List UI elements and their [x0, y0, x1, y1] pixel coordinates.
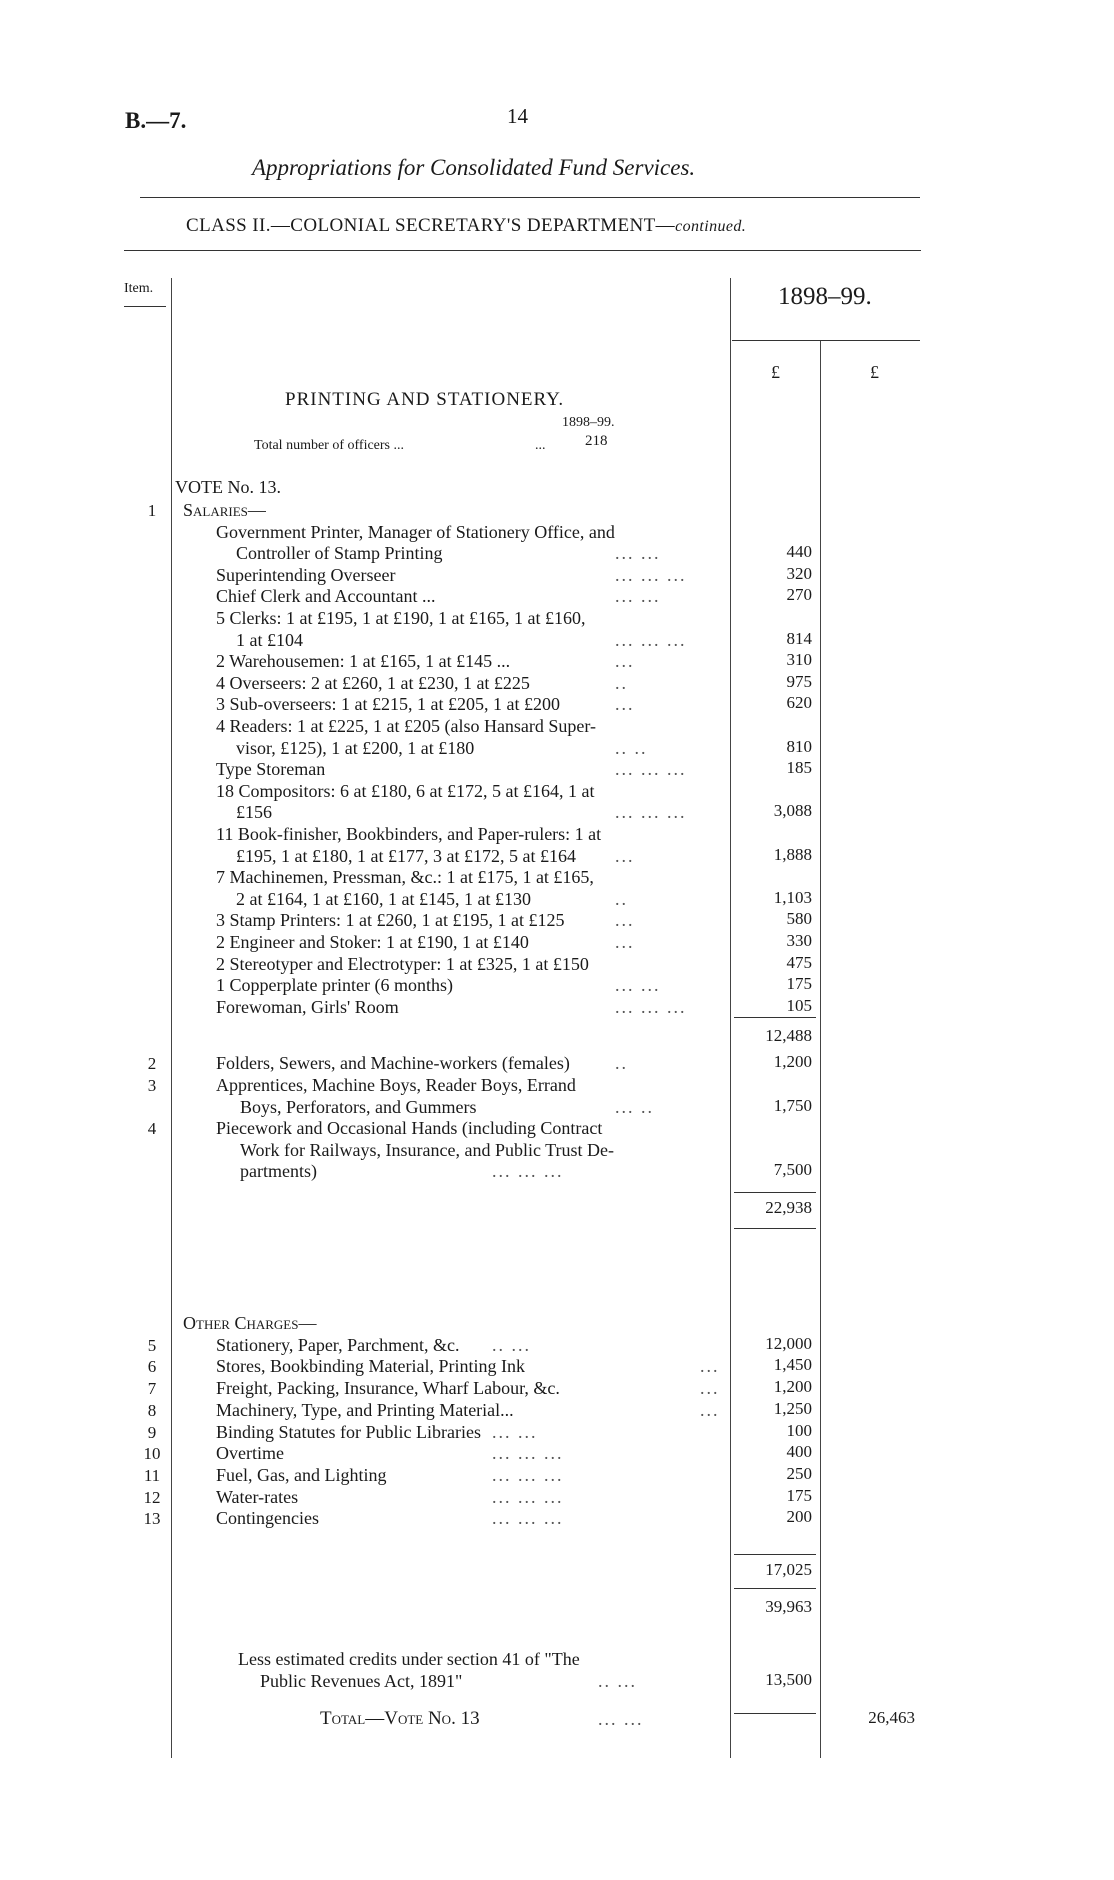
- salary-line-dots: ... ... ...: [615, 759, 687, 779]
- salary-line-dots: ... ... ...: [615, 630, 687, 650]
- salary-line: 3 Stamp Printers: 1 at £260, 1 at £195, 1 at £125: [216, 910, 565, 930]
- item-number: 4: [147, 1119, 157, 1138]
- salary-line-dots: ... ... ...: [615, 802, 687, 822]
- salary-line: Government Printer, Manager of Stationery Office, and: [216, 522, 615, 542]
- salary-amount: 105: [786, 996, 812, 1015]
- salary-line: 2 Stereotyper and Electrotyper: 1 at £325, 1 at £150: [216, 954, 589, 974]
- credits-line-2: Public Revenues Act, 1891": [260, 1671, 463, 1691]
- total-amount: 26,463: [868, 1708, 915, 1727]
- charge-line: Contingencies: [216, 1508, 319, 1528]
- salary-line-dots: ...: [615, 846, 635, 866]
- salary-line: £156: [236, 802, 272, 822]
- charge-amount: 200: [786, 1507, 812, 1526]
- class-heading: [186, 215, 746, 237]
- salary-amount: 3,088: [773, 801, 812, 820]
- officers-count: 218: [585, 433, 608, 449]
- wage-line-dots: ... ... ...: [492, 1161, 564, 1181]
- salary-amount: 1,888: [773, 845, 812, 864]
- salary-line: 7 Machinemen, Pressman, &c.: 1 at £175, 1 at £165,: [216, 867, 594, 887]
- wage-line: Apprentices, Machine Boys, Reader Boys, Errand: [216, 1075, 576, 1095]
- charge-line: Overtime: [216, 1443, 284, 1463]
- charge-line: Freight, Packing, Insurance, Wharf Labour, &c.: [216, 1378, 560, 1398]
- charge-line: Stationery, Paper, Parchment, &c.: [216, 1335, 460, 1355]
- charge-line: Water-rates: [216, 1487, 299, 1507]
- pound-sign-column-1: £: [771, 362, 780, 382]
- salary-line: visor, £125), 1 at £200, 1 at £180: [236, 738, 475, 758]
- charge-amount: 1,250: [773, 1399, 812, 1418]
- charge-line-dots: ... ... ...: [492, 1508, 564, 1528]
- item-number: 10: [143, 1444, 161, 1463]
- salary-line: 2 Engineer and Stoker: 1 at £190, 1 at £140: [216, 932, 529, 952]
- item-column-divider: [171, 278, 172, 1758]
- wage-line: Boys, Perforators, and Gummers: [240, 1097, 477, 1117]
- salary-line-dots: ..: [615, 889, 628, 909]
- item-header-rule: [124, 306, 166, 307]
- salary-amount: 810: [786, 737, 812, 756]
- charge-amount: 250: [786, 1464, 812, 1483]
- officers-dots: ...: [535, 438, 546, 453]
- charge-line: Fuel, Gas, and Lighting: [216, 1465, 387, 1485]
- section-title: PRINTING AND STATIONERY.: [285, 389, 565, 410]
- salary-line-dots: ... ...: [615, 975, 661, 995]
- gross-total: 39,963: [765, 1597, 812, 1616]
- charge-line-dots: ... ...: [492, 1422, 538, 1442]
- class-heading-main: CLASS II.—COLONIAL SECRETARY'S DEPARTMENT—: [186, 215, 676, 236]
- charge-line: Machinery, Type, and Printing Material...: [216, 1400, 514, 1420]
- page-title: Appropriations for Consolidated Fund Services.: [252, 155, 696, 180]
- salaries-total-underline: [734, 1228, 816, 1229]
- wage-line-dots: ... ..: [615, 1097, 654, 1117]
- salary-line: Forewoman, Girls' Room: [216, 997, 399, 1017]
- salary-amount: 175: [786, 974, 812, 993]
- salary-line-dots: ...: [615, 932, 635, 952]
- salary-line: 18 Compositors: 6 at £180, 6 at £172, 5 at £164, 1 at: [216, 781, 595, 801]
- vote-heading: VOTE No. 13.: [175, 477, 281, 497]
- charge-amount: 12,000: [765, 1334, 812, 1353]
- pound-sign-column-2: £: [870, 362, 879, 382]
- salaries-subtotal-rule: [734, 1017, 816, 1018]
- salaries-total: 22,938: [765, 1198, 812, 1217]
- other-charges-heading: Other Charges—: [183, 1313, 317, 1333]
- item-number: 13: [143, 1509, 161, 1528]
- salaries-subtotal: 12,488: [765, 1026, 812, 1045]
- salary-amount: 620: [786, 693, 812, 712]
- charge-amount: 1,200: [773, 1377, 812, 1396]
- credits-dots: .. ...: [598, 1671, 637, 1691]
- salary-line: 3 Sub-overseers: 1 at £215, 1 at £205, 1 at £200: [216, 694, 560, 714]
- salary-line: 4 Overseers: 2 at £260, 1 at £230, 1 at £225: [216, 673, 530, 693]
- wage-line: Folders, Sewers, and Machine-workers (females): [216, 1053, 570, 1073]
- document-reference: B.—7.: [125, 108, 187, 133]
- salary-line: 2 Warehousemen: 1 at £165, 1 at £145 ...: [216, 651, 511, 671]
- item-number: 6: [147, 1357, 157, 1376]
- net-total-rule: [734, 1713, 816, 1714]
- charge-amount: 400: [786, 1442, 812, 1461]
- salary-amount: 814: [786, 629, 812, 648]
- wage-line: Piecework and Occasional Hands (including Contract: [216, 1118, 603, 1138]
- salary-line-dots: ... ...: [615, 543, 661, 563]
- salary-line: 1 Copperplate printer (6 months): [216, 975, 453, 995]
- salary-line-dots: ... ...: [615, 586, 661, 606]
- charge-amount: 1,450: [773, 1355, 812, 1374]
- total-label: Total—Vote No. 13: [320, 1708, 480, 1729]
- item-number: 9: [147, 1423, 157, 1442]
- item-number: 2: [147, 1054, 157, 1073]
- salary-line-dots: .. ..: [615, 738, 648, 758]
- item-number: 1: [147, 501, 157, 520]
- salary-line: 5 Clerks: 1 at £195, 1 at £190, 1 at £165, 1 at £160,: [216, 608, 586, 628]
- wage-amount: 1,200: [773, 1052, 812, 1071]
- officers-label: Total number of officers ...: [254, 438, 404, 453]
- wage-amount: 7,500: [773, 1160, 812, 1179]
- salary-amount: 320: [786, 564, 812, 583]
- wage-line: partments): [240, 1161, 317, 1181]
- salary-amount: 580: [786, 909, 812, 928]
- charge-amount: 175: [786, 1486, 812, 1505]
- page-number: 14: [507, 104, 528, 128]
- item-number: 7: [147, 1379, 157, 1398]
- salary-line: Type Storeman: [216, 759, 326, 779]
- wages-total-rule: [734, 1192, 816, 1193]
- salary-line: 1 at £104: [236, 630, 303, 650]
- salary-line-dots: ... ... ...: [615, 997, 687, 1017]
- charge-line-dots: ... ... ...: [492, 1465, 564, 1485]
- salary-amount: 330: [786, 931, 812, 950]
- charge-line-dots: ... ... ...: [492, 1443, 564, 1463]
- charge-line-dots: ...: [700, 1378, 720, 1398]
- salary-amount: 440: [786, 542, 812, 561]
- charge-line-dots: ...: [700, 1356, 720, 1376]
- amount-column-divider: [730, 278, 731, 1758]
- salary-line-dots: ..: [615, 673, 628, 693]
- salary-line-dots: ...: [615, 651, 635, 671]
- salaries-heading: Salaries—: [183, 500, 266, 520]
- salary-amount: 975: [786, 672, 812, 691]
- title-rule: [140, 197, 920, 198]
- salary-amount: 475: [786, 953, 812, 972]
- salary-amount: 185: [786, 758, 812, 777]
- salary-line: £195, 1 at £180, 1 at £177, 3 at £172, 5 at £164: [236, 846, 576, 866]
- header-rule: [124, 250, 921, 251]
- item-column-header: Item.: [124, 281, 154, 296]
- wage-amount: 1,750: [773, 1096, 812, 1115]
- class-heading-continued: continued.: [675, 218, 747, 235]
- salary-amount: 310: [786, 650, 812, 669]
- salary-line-dots: ... ... ...: [615, 565, 687, 585]
- wage-line-dots: ..: [615, 1053, 628, 1073]
- salary-line: 2 at £164, 1 at £160, 1 at £145, 1 at £130: [236, 889, 531, 909]
- item-number: 12: [143, 1488, 161, 1507]
- charge-line-dots: ...: [700, 1400, 720, 1420]
- salary-line-dots: ...: [615, 694, 635, 714]
- charge-line-dots: ... ... ...: [492, 1487, 564, 1507]
- salary-amount: 1,103: [773, 888, 812, 907]
- total-dots: ... ...: [598, 1709, 644, 1729]
- credits-amount: 13,500: [765, 1670, 812, 1689]
- item-number: 8: [147, 1401, 157, 1420]
- charge-line: Stores, Bookbinding Material, Printing Ink: [216, 1356, 525, 1376]
- total-column-divider: [820, 340, 821, 1758]
- year-header-rule: [732, 340, 920, 341]
- salary-line-dots: ...: [615, 910, 635, 930]
- credits-line-1: Less estimated credits under section 41 of "The: [238, 1649, 580, 1669]
- charge-amount: 100: [786, 1421, 812, 1440]
- item-number: 3: [147, 1076, 157, 1095]
- salary-line: Superintending Overseer: [216, 565, 396, 585]
- item-number: 11: [143, 1466, 161, 1485]
- year-column-header: 1898–99.: [778, 283, 872, 310]
- item-number: 5: [147, 1336, 157, 1355]
- charge-line-dots: .. ...: [492, 1335, 531, 1355]
- officers-year: 1898–99.: [562, 415, 615, 430]
- salary-line: 11 Book-finisher, Bookbinders, and Paper-rulers: 1 at: [216, 824, 602, 844]
- wage-line: Work for Railways, Insurance, and Public Trust De-: [240, 1140, 614, 1160]
- other-charges-subtotal: 17,025: [765, 1560, 812, 1579]
- gross-total-rule: [734, 1588, 816, 1589]
- salary-line: Controller of Stamp Printing: [236, 543, 443, 563]
- salary-amount: 270: [786, 585, 812, 604]
- other-charges-rule: [734, 1554, 816, 1555]
- charge-line: Binding Statutes for Public Libraries: [216, 1422, 481, 1442]
- salary-line: 4 Readers: 1 at £225, 1 at £205 (also Hansard Super-: [216, 716, 597, 736]
- salary-line: Chief Clerk and Accountant ...: [216, 586, 436, 606]
